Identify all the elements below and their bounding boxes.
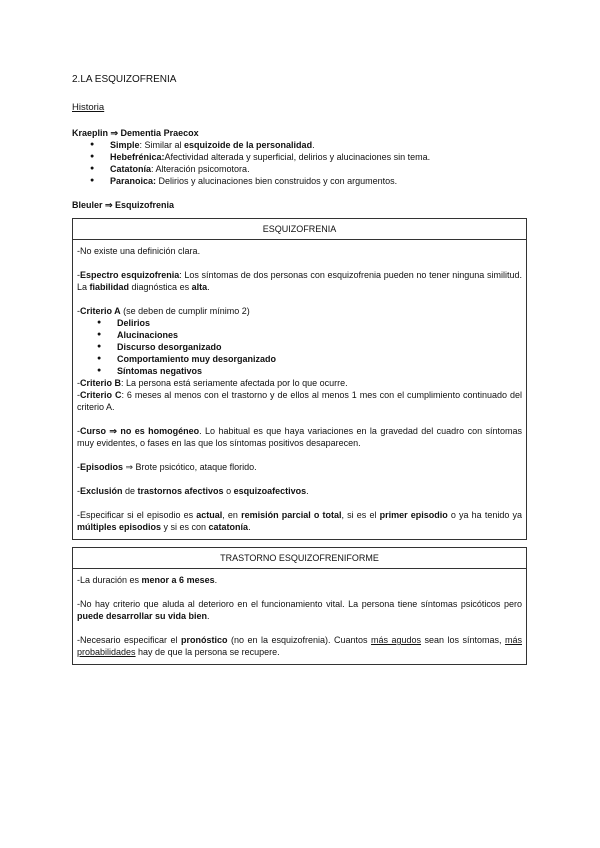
esquizofrenia-table xyxy=(72,218,527,540)
paragraph: -La duración es menor a 6 meses. xyxy=(77,575,218,585)
paragraph: -Episodios ⇒ Brote psicótico, ataque florido. xyxy=(77,462,257,472)
list-item: ● Delirios xyxy=(117,317,522,329)
table-cell xyxy=(73,240,527,540)
table-header: ESQUIZOFRENIA xyxy=(73,219,527,240)
list-item: ● Comportamiento muy desorganizado xyxy=(117,353,522,365)
list-item: ● Paranoica: Delirios y alucinaciones bien construidos y con argumentos. xyxy=(110,175,527,187)
list-item: ● Síntomas negativos xyxy=(117,365,522,377)
table-cell xyxy=(73,569,527,665)
paragraph: -Exclusión de trastornos afectivos o esquizoafectivos. xyxy=(77,486,309,496)
list-item: ● Discurso desorganizado xyxy=(117,341,522,353)
paragraph: -Criterio C: 6 meses al menos con el trastorno y de ellos al menos 1 mes con el cumplimiento continuado del criterio A. xyxy=(77,390,522,412)
paragraph: -Criterio A (se deben de cumplir mínimo 2) xyxy=(77,306,250,316)
list-item: ● Catatonía: Alteración psicomotora. xyxy=(110,163,527,175)
document-page xyxy=(72,74,527,665)
esquizofreniforme-table xyxy=(72,547,527,665)
historia-heading: Historia xyxy=(72,102,105,113)
paragraph: -No hay criterio que aluda al deterioro en el funcionamiento vital. La persona tiene síntomas psicóticos pero puede desarrollar su vida bien. xyxy=(77,599,522,621)
paragraph: -Especificar si el episodio es actual, en remisión parcial o total, si es el primer episodio o ya ha tenido ya múltiples episodios y si es con catatonía. xyxy=(77,510,522,532)
paragraph: -Curso ⇒ no es homogéneo. Lo habitual es que haya variaciones en la gravedad del cuadro con síntomas muy evidentes, o fases en las que los síntomas positivos desaparecen. xyxy=(77,426,522,448)
paragraph: -Espectro esquizofrenia: Los síntomas de dos personas con esquizofrenia pueden no tener ninguna similitud. La fiabilidad diagnóstica es alta. xyxy=(77,270,522,292)
criterio-a-list xyxy=(77,317,522,377)
bleuler-heading: Bleuler ⇒ Esquizofrenia xyxy=(72,200,175,210)
paragraph: -Necesario especificar el pronóstico (no en la esquizofrenia). Cuantos más agudos sean los síntomas, más probabilidades hay de que la persona se recupere. xyxy=(77,635,522,657)
kraeplin-list xyxy=(72,139,527,187)
section-title: 2.LA ESQUIZOFRENIA xyxy=(72,74,177,85)
list-item: ● Hebefrénica:Afectividad alterada y superficial, delirios y alucinaciones sin tema. xyxy=(110,151,527,163)
paragraph: -Criterio B: La persona está seriamente afectada por lo que ocurre. xyxy=(77,378,348,388)
table-header: TRASTORNO ESQUIZOFRENIFORME xyxy=(73,548,527,569)
kraeplin-heading: Kraeplin ⇒ Dementia Praecox xyxy=(72,128,199,138)
list-item: ● Simple: Similar al esquizoide de la personalidad. xyxy=(110,139,527,151)
list-item: ● Alucinaciones xyxy=(117,329,522,341)
paragraph: -No existe una definición clara. xyxy=(77,246,201,256)
